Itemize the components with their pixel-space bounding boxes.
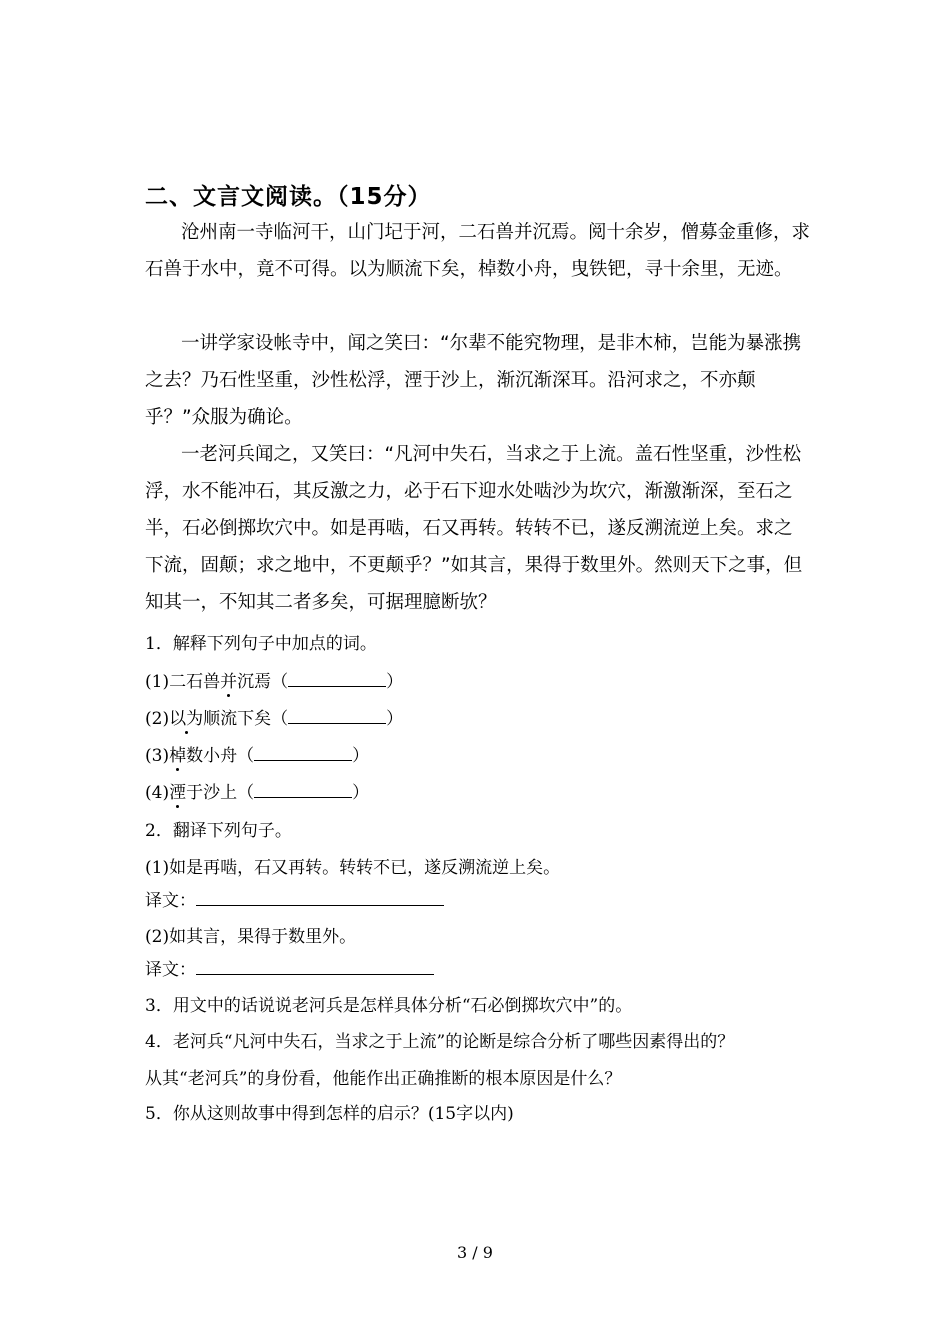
answer-blank[interactable]	[288, 670, 386, 687]
passage-paragraph-2: 一讲学家设帐寺中，闻之笑曰：“尔辈不能究物理，是非木柿，岂能为暴涨携之去？乃石性坚重，沙性松浮，湮于沙上，渐沉渐深耳。沿河求之，不亦颠乎？”众服为确论。	[145, 333, 802, 428]
item-number: (1)	[145, 672, 170, 692]
dotted-word: 并	[220, 667, 237, 692]
question-1-stem: 1．解释下列句子中加点的词。	[145, 634, 377, 654]
item-close: ）	[386, 709, 404, 729]
question-1-item-3	[145, 741, 369, 766]
question-2-stem: 2．翻译下列句子。	[145, 821, 292, 841]
question-2-sentence-2: (2)如其言，果得于数里外。	[145, 927, 357, 947]
translation-label: 译文：	[145, 960, 196, 980]
question-1-item-1	[145, 667, 403, 692]
answer-blank[interactable]	[288, 707, 386, 724]
question-4-line-2: 从其“老河兵”的身份看，他能作出正确推断的根本原因是什么？	[145, 1069, 622, 1089]
item-text-after: 数小舟（	[186, 746, 255, 766]
dotted-word: 棹	[169, 741, 186, 766]
section-title: 二、文言文阅读。（15分）	[145, 184, 432, 210]
translation-label: 译文：	[145, 891, 196, 911]
item-text-after: 顺流下矣（	[203, 709, 289, 729]
item-text-after: 沉焉（	[237, 672, 289, 692]
question-1-item-4	[145, 778, 369, 803]
translation-blank-1[interactable]	[196, 889, 444, 906]
item-number: (4)	[145, 783, 170, 803]
item-text-before: 二石兽	[169, 672, 221, 692]
question-2-answer-1	[145, 886, 444, 911]
answer-blank[interactable]	[254, 781, 352, 798]
translation-blank-2[interactable]	[196, 958, 434, 975]
answer-blank[interactable]	[254, 744, 352, 761]
question-5: 5．你从这则故事中得到怎样的启示？(15字以内)	[145, 1104, 514, 1124]
item-close: ）	[352, 783, 370, 803]
passage-paragraph-3: 一老河兵闻之，又笑曰：“凡河中失石，当求之于上流。盖石性坚重，沙性松浮，水不能冲石，其反激之力，必于石下迎水处啮沙为坎穴，渐激渐深，至石之半，石必倒掷坎穴中。如是再啮，石又再转。转转不已，遂反溯流逆上矣。求之下流，固颠；求之地中，不更颠乎？”如其言，果得于数里外。然则天下之事，但知其一，不知其二者多矣，可据理臆断欤？	[145, 444, 803, 613]
dotted-word: 湮	[169, 778, 186, 803]
dotted-word: 以为	[169, 704, 203, 729]
item-number: (2)	[145, 709, 170, 729]
question-2-sentence-1: (1)如是再啮，石又再转。转转不已，遂反溯流逆上矣。	[145, 858, 561, 878]
question-1-item-2	[145, 704, 403, 729]
page-number: 3 / 9	[457, 1243, 493, 1262]
question-3: 3．用文中的话说说老河兵是怎样具体分析“石必倒掷坎穴中”的。	[145, 996, 633, 1016]
passage-paragraph-1: 沧州南一寺临河干，山门圮于河，二石兽并沉焉。阅十余岁，僧募金重修，求石兽于水中，竟不可得。以为顺流下矣，棹数小舟，曳铁钯，寻十余里，无迹。	[145, 222, 811, 280]
item-close: ）	[386, 672, 404, 692]
item-close: ）	[352, 746, 370, 766]
question-4-line-1: 4．老河兵“凡河中失石，当求之于上流”的论断是综合分析了哪些因素得出的？	[145, 1032, 735, 1052]
item-text-after: 于沙上（	[186, 783, 255, 803]
item-number: (3)	[145, 746, 170, 766]
question-2-answer-2	[145, 955, 434, 980]
